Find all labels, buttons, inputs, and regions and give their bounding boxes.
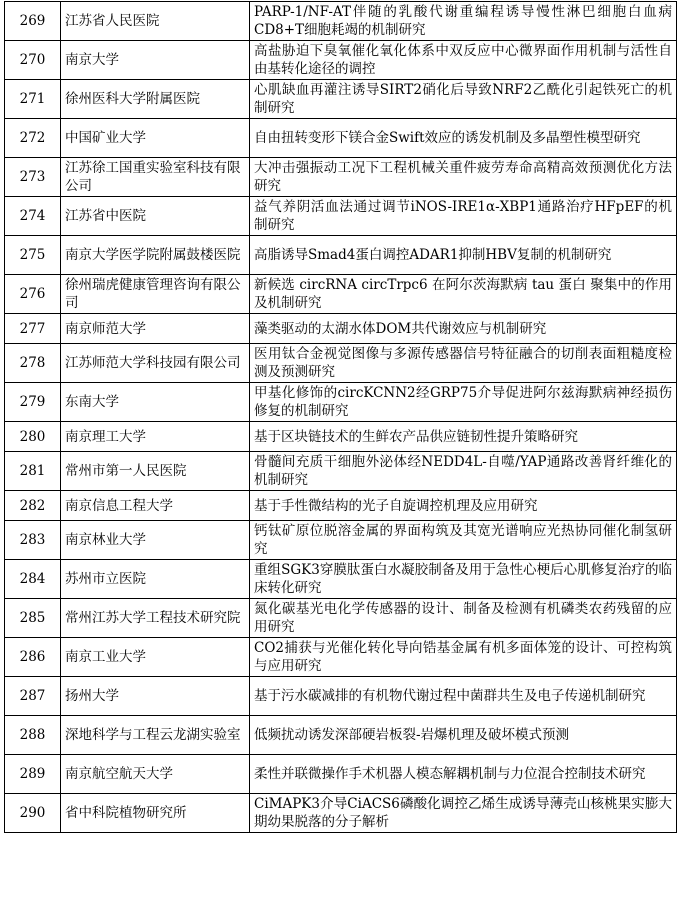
- unit-name: 南京理工大学: [61, 422, 250, 452]
- project-title: 心肌缺血再灌注诱导SIRT2硝化后导致NRF2乙酰化引起铁死亡的机制研究: [250, 80, 677, 119]
- project-title: 大冲击强振动工况下工程机械关重件疲劳寿命高精高效预测优化方法研究: [250, 158, 677, 197]
- unit-name: 中国矿业大学: [61, 119, 250, 158]
- project-title: 自由扭转变形下镁合金Swift效应的诱发机制及多晶塑性模型研究: [250, 119, 677, 158]
- project-title: 益气养阴活血法通过调节iNOS-IRE1α-XBP1通路治疗HFpEF的机制研究: [250, 197, 677, 236]
- project-title: 氮化碳基光电化学传感器的设计、制备及检测有机磷类农药残留的应用研究: [250, 599, 677, 638]
- row-number: 282: [5, 491, 61, 521]
- unit-name: 常州市第一人民医院: [61, 452, 250, 491]
- unit-name: 东南大学: [61, 383, 250, 422]
- project-title: 基于区块链技术的生鲜农产品供应链韧性提升策略研究: [250, 422, 677, 452]
- table-row: [5, 794, 677, 833]
- row-number: 289: [5, 755, 61, 794]
- row-number: 280: [5, 422, 61, 452]
- row-number: 273: [5, 158, 61, 197]
- project-table-body: [5, 2, 677, 833]
- project-title: 骨髓间充质干细胞外泌体经NEDD4L-自噬/YAP通路改善肾纤维化的机制研究: [250, 452, 677, 491]
- row-number: 274: [5, 197, 61, 236]
- table-row: [5, 80, 677, 119]
- table-row: [5, 2, 677, 41]
- project-title: CO2捕获与光催化转化导向锆基金属有机多面体笼的设计、可控构筑与应用研究: [250, 638, 677, 677]
- table-row: [5, 158, 677, 197]
- unit-name: 南京师范大学: [61, 314, 250, 344]
- row-number: 270: [5, 41, 61, 80]
- row-number: 281: [5, 452, 61, 491]
- project-title: 医用钛合金视觉图像与多源传感器信号特征融合的切削表面粗糙度检测及预测研究: [250, 344, 677, 383]
- unit-name: 深地科学与工程云龙湖实验室: [61, 716, 250, 755]
- table-row: [5, 275, 677, 314]
- unit-name: 江苏师范大学科技园有限公司: [61, 344, 250, 383]
- project-title: CiMAPK3介导CiACS6磷酸化调控乙烯生成诱导薄壳山核桃果实膨大期幼果脱落的分子解析: [250, 794, 677, 833]
- project-title: 基于污水碳减排的有机物代谢过程中菌群共生及电子传递机制研究: [250, 677, 677, 716]
- unit-name: 江苏徐工国重实验室科技有限公司: [61, 158, 250, 197]
- unit-name: 江苏省中医院: [61, 197, 250, 236]
- project-title: 重组SGK3穿膜肽蛋白水凝胶制备及用于急性心梗后心肌修复治疗的临床转化研究: [250, 560, 677, 599]
- table-row: [5, 344, 677, 383]
- table-row: [5, 314, 677, 344]
- row-number: 283: [5, 521, 61, 560]
- table-row: [5, 599, 677, 638]
- row-number: 278: [5, 344, 61, 383]
- unit-name: 徐州瑞虎健康管理咨询有限公司: [61, 275, 250, 314]
- project-title: 甲基化修饰的circKCNN2经GRP75介导促进阿尔兹海默病神经损伤修复的机制研究: [250, 383, 677, 422]
- unit-name: 扬州大学: [61, 677, 250, 716]
- row-number: 287: [5, 677, 61, 716]
- unit-name: 江苏省人民医院: [61, 2, 250, 41]
- table-row: [5, 197, 677, 236]
- table-row: [5, 716, 677, 755]
- unit-name: 南京大学医学院附属鼓楼医院: [61, 236, 250, 275]
- row-number: 276: [5, 275, 61, 314]
- table-row: [5, 452, 677, 491]
- table-row: [5, 677, 677, 716]
- table-row: [5, 236, 677, 275]
- row-number: 285: [5, 599, 61, 638]
- table-row: [5, 41, 677, 80]
- unit-name: 徐州医科大学附属医院: [61, 80, 250, 119]
- project-title: PARP-1/NF-AT伴随的乳酸代谢重编程诱导慢性淋巴细胞白血病CD8+T细胞耗竭的机制研究: [250, 2, 677, 41]
- row-number: 290: [5, 794, 61, 833]
- unit-name: 南京航空航天大学: [61, 755, 250, 794]
- unit-name: 南京工业大学: [61, 638, 250, 677]
- row-number: 272: [5, 119, 61, 158]
- unit-name: 苏州市立医院: [61, 560, 250, 599]
- project-title: 基于手性微结构的光子自旋调控机理及应用研究: [250, 491, 677, 521]
- table-row: [5, 491, 677, 521]
- unit-name: 常州江苏大学工程技术研究院: [61, 599, 250, 638]
- row-number: 284: [5, 560, 61, 599]
- table-row: [5, 521, 677, 560]
- project-title: 藻类驱动的太湖水体DOM共代谢效应与机制研究: [250, 314, 677, 344]
- table-row: [5, 560, 677, 599]
- row-number: 271: [5, 80, 61, 119]
- project-title: 高盐胁迫下臭氧催化氧化体系中双反应中心微界面作用机制与活性自由基转化途径的调控: [250, 41, 677, 80]
- table-row: [5, 638, 677, 677]
- project-title: 新候选 circRNA circTrpc6 在阿尔茨海默病 tau 蛋白 聚集中的作用及机制研究: [250, 275, 677, 314]
- row-number: 288: [5, 716, 61, 755]
- row-number: 275: [5, 236, 61, 275]
- table-row: [5, 383, 677, 422]
- unit-name: 南京大学: [61, 41, 250, 80]
- row-number: 269: [5, 2, 61, 41]
- project-title: 高脂诱导Smad4蛋白调控ADAR1抑制HBV复制的机制研究: [250, 236, 677, 275]
- unit-name: 南京信息工程大学: [61, 491, 250, 521]
- row-number: 279: [5, 383, 61, 422]
- row-number: 277: [5, 314, 61, 344]
- project-title: 柔性并联微操作手术机器人模态解耦机制与力位混合控制技术研究: [250, 755, 677, 794]
- table-row: [5, 119, 677, 158]
- unit-name: 南京林业大学: [61, 521, 250, 560]
- project-title: 钙钛矿原位脱溶金属的界面构筑及其宽光谱响应光热协同催化制氢研究: [250, 521, 677, 560]
- row-number: 286: [5, 638, 61, 677]
- table-row: [5, 755, 677, 794]
- table-row: [5, 422, 677, 452]
- project-title: 低频扰动诱发深部硬岩板裂-岩爆机理及破坏模式预测: [250, 716, 677, 755]
- project-table: [4, 1, 677, 833]
- unit-name: 省中科院植物研究所: [61, 794, 250, 833]
